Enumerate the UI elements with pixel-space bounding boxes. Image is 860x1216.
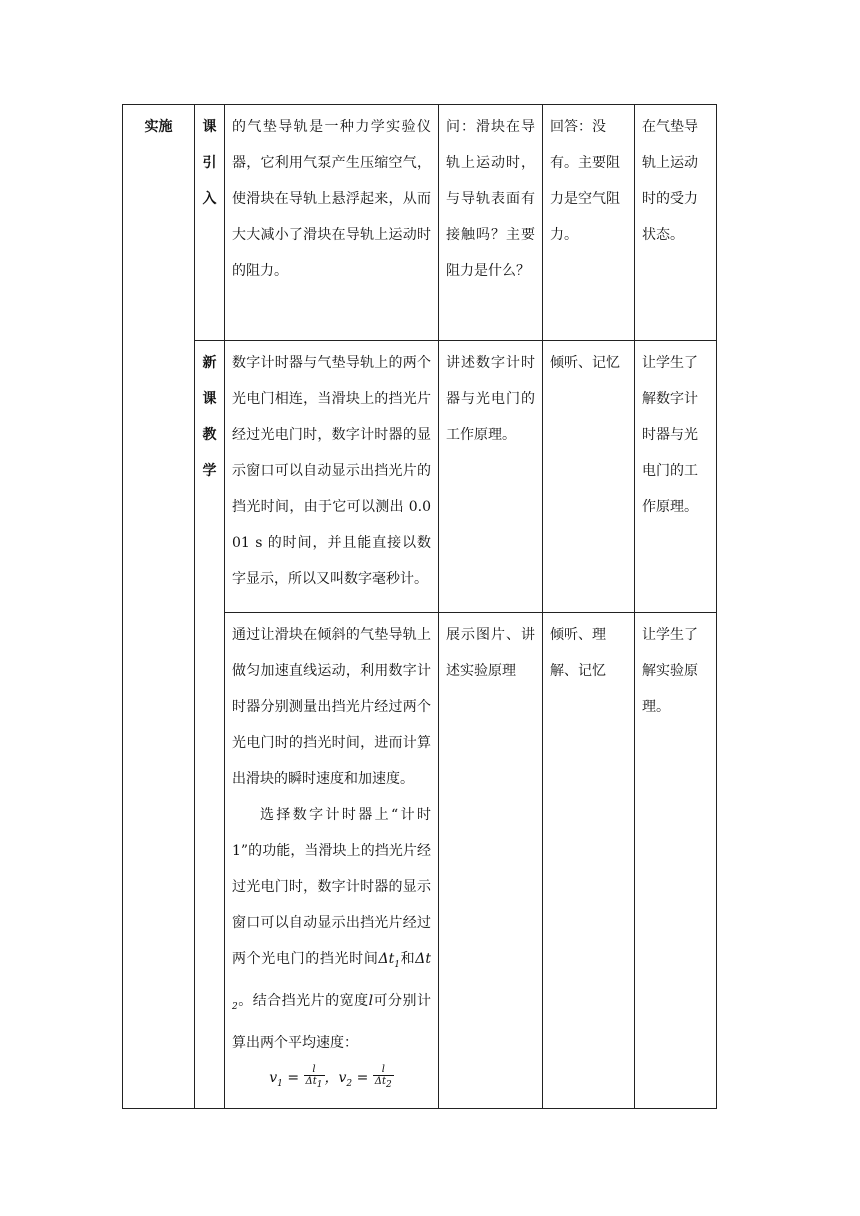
table-row — [123, 341, 717, 613]
width-variable: l — [368, 992, 374, 1009]
teacher-activity-cell — [439, 105, 543, 341]
subject-char: 课 — [202, 119, 217, 135]
stage-cell — [123, 105, 195, 1109]
fraction-2-numerator: l — [373, 1064, 394, 1076]
subject-char: 入 — [202, 191, 217, 207]
subject-cell — [195, 105, 225, 341]
subject-char: 课 — [202, 391, 217, 407]
student-activity-cell — [543, 341, 635, 613]
lesson-plan-table — [122, 104, 717, 1109]
v1-symbol: v — [269, 1069, 278, 1086]
goal-cell — [635, 105, 717, 341]
den2-sub: 2 — [386, 1080, 392, 1091]
fraction-1-numerator: l — [304, 1064, 325, 1076]
content-text: 。结合挡光片的宽度 — [237, 992, 369, 1009]
content-text: 选择数字计时器上“计时 1”的功能，当滑块上的挡光片经过光电门时，数字计时器的显示窗口可以自动显示出挡光片经过两个光电门的挡光时间 — [232, 807, 431, 967]
content-text: 通过让滑块在倾斜的气垫导轨上做匀加速直线运动，利用数字计时器分别测量出挡光片经过两个光电门时的挡光时间，进而计算出滑块的瞬时速度和加速度。 — [232, 627, 431, 787]
fraction-1-denominator — [304, 1076, 325, 1091]
goal-text: 让学生了解实验原理。 — [642, 627, 698, 715]
student-activity-text: 回答：没有。主要阻力是空气阻力。 — [550, 119, 620, 243]
subject-char: 引 — [202, 155, 217, 171]
goal-cell — [635, 341, 717, 613]
content-cell — [225, 613, 439, 1109]
student-activity-text: 倾听、理解、记忆 — [550, 627, 606, 679]
content-cell — [225, 105, 439, 341]
goal-text: 让学生了解数字计时器与光电门的工作原理。 — [642, 355, 698, 515]
delta-t2-base: Δt — [415, 951, 432, 967]
content-cell — [225, 341, 439, 613]
student-activity-cell — [543, 105, 635, 341]
teacher-activity-text: 展示图片、讲述实验原理 — [446, 627, 535, 679]
content-text: 可分别计算出两个平均速度： — [232, 992, 431, 1051]
delta-t2-sub: 2 — [232, 1001, 238, 1012]
goal-cell — [635, 613, 717, 1109]
table-row — [123, 105, 717, 341]
subject-char: 新 — [202, 355, 217, 371]
equals-sign: = — [352, 1069, 373, 1086]
student-activity-cell — [543, 613, 635, 1109]
teacher-activity-cell — [439, 613, 543, 1109]
subject-cell — [195, 341, 225, 1109]
separator: ， — [324, 1069, 339, 1086]
and-text: 和 — [399, 951, 416, 967]
content-paragraph — [232, 797, 431, 1061]
v1-sub: 1 — [277, 1078, 283, 1089]
delta-t1-sub: 1 — [394, 959, 400, 970]
den1-sub: 1 — [316, 1080, 323, 1091]
student-activity-text: 倾听、记忆 — [550, 355, 620, 371]
equals-sign: = — [282, 1069, 304, 1086]
delta-t1-base: Δt — [378, 951, 395, 967]
velocity-formula — [232, 1061, 431, 1101]
den1-base: Δt — [305, 1076, 317, 1088]
subject-char: 学 — [202, 463, 217, 479]
goal-text: 在气垫导轨上运动时的受力状态。 — [642, 119, 698, 243]
teacher-activity-text: 讲述数字计时器与光电门的工作原理。 — [446, 355, 535, 443]
content-text: 的气垫导轨是一种力学实验仪器，它利用气泵产生压缩空气，使滑块在导轨上悬浮起来，从而大大减小了滑块在导轨上运动时的阻力。 — [232, 119, 431, 279]
v2-symbol: v — [338, 1069, 347, 1086]
teacher-activity-text: 问：滑块在导轨上运动时，与导轨表面有接触吗？主要阻力是什么？ — [446, 119, 535, 279]
v2-sub: 2 — [346, 1078, 353, 1089]
stage-label: 实施 — [144, 119, 173, 135]
fraction-2-denominator — [373, 1076, 394, 1091]
fraction-2 — [373, 1064, 394, 1091]
den2-base: Δt — [374, 1076, 387, 1088]
teacher-activity-cell — [439, 341, 543, 613]
subject-char: 教 — [202, 427, 217, 443]
fraction-1 — [304, 1064, 325, 1091]
delta-t1 — [378, 951, 400, 970]
content-text: 数字计时器与气垫导轨上的两个光电门相连，当滑块上的挡光片经过光电门时，数字计时器的显示窗口可以自动显示出挡光片的挡光时间，由于它可以测出 0.001 s 的时间，并且能直接以数字显示，所以又叫数字毫秒计。 — [232, 355, 431, 587]
